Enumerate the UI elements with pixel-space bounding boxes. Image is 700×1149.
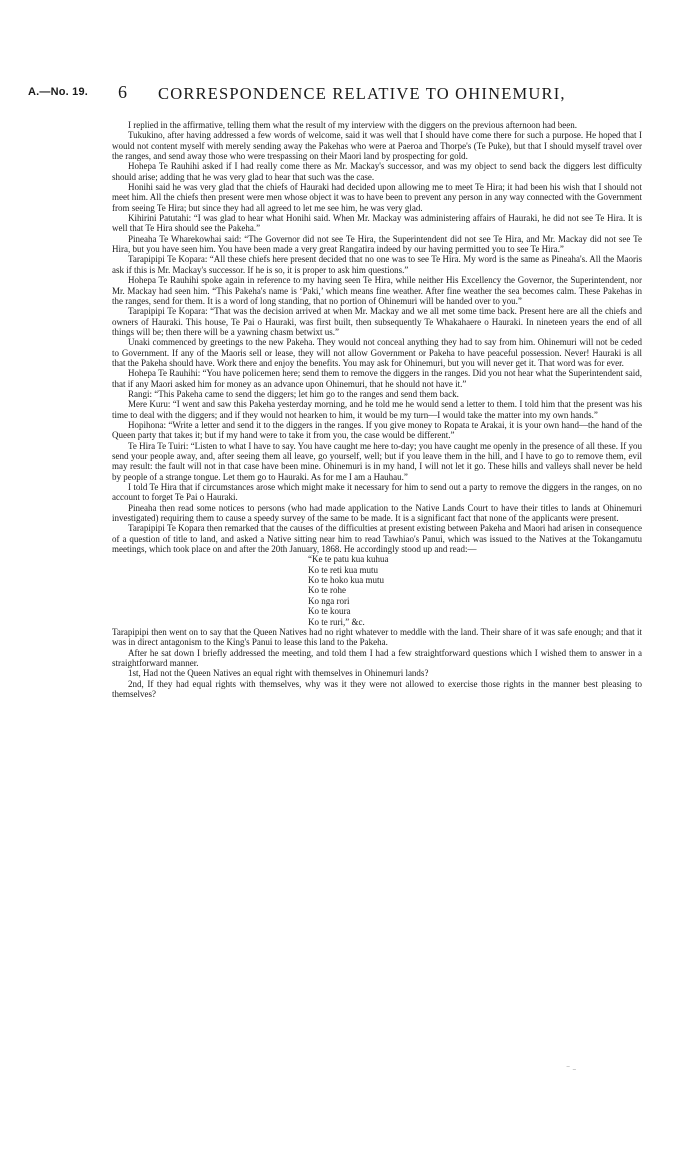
paragraph: Pineaha Te Wharekowhai said: “The Governor did not see Te Hira, the Superintendent did not see Te Hira, and Mr. Mackay did not see Te Hira, but you have seen him. You have been made a very great Rangatira indeed by our having permitted you to see Te Hira.” <box>112 233 642 255</box>
paragraph: Unaki commenced by greetings to the new Pakeha. They would not conceal anything they had to say from him. Ohinemuri will not be ceded to Government. If any of the Maoris sell or lease, they will not allow Government or Pakeha to have peaceful possession. Never! Hauraki is all that the Pakeha should have. Work there and enjoy the benefits. You may ask for Ohinemuri, but you will never get it. That word was for ever. <box>112 337 642 368</box>
paragraph: Tarapipipi Te Kopara: “All these chiefs here present decided that no one was to see Te Hira. My word is the same as Pineaha's. All the Maoris ask if this is Mr. Mackay's successor. If he is so, it is proper to ask him questions.” <box>112 254 642 275</box>
document-reference: A.—No. 19. <box>28 86 89 98</box>
question: 2nd, If they had equal rights with themselves, why was it they were not allowed to exercise those rights in the manner best pleasing to themselves? <box>112 678 642 699</box>
verse-line: Ko te hoko kua mutu <box>308 575 384 586</box>
paragraph: Tarapipipi Te Kopara then remarked that the causes of the difficulties at present existing between Pakeha and Maori had arisen in consequence of a question of title to land, and asked a Native sitting near him to read Tawhiao's Panui, which was issued to the Natives at the Tokangamutu meetings, which took place on and after the 20th January, 1868. He accordingly stood up and read:— <box>112 523 642 555</box>
verse-line: Ko te koura <box>308 606 351 617</box>
page-number: 6 <box>118 82 127 102</box>
paragraph: After he sat down I briefly addressed the meeting, and told them I had a few straightforward questions which I wished them to answer in a straightforward manner. <box>112 647 642 668</box>
verse-line: Ko te ruri,” &c. <box>308 616 365 627</box>
paragraph: Hohepa Te Rauhihi spoke again in reference to my having seen Te Hira, while neither His Excellency the Governor, the Superintendent, nor Mr. Mackay had seen him. “This Pakeha's name is ‘Paki,’ which means fine weather. After fine weather the sea becomes calm. These Pakehas in the ranges, send for them. It is a word of long standing, that no portion of Ohinemuri will be handed over to you.” <box>112 275 642 306</box>
paragraph: Tarapipipi Te Kopara: “That was the decision arrived at when Mr. Mackay and we all met some time back. Present here are all the chiefs and owners of Hauraki. This house, Te Pai o Hauraki, was first built, then subsequently Te Whakahaere o Hauraki. In nineteen years the end of all things will be; then there will be a yawning chasm betwixt us.” <box>112 306 642 337</box>
paragraph: Hohepa Te Rauhihi: “You have policemen here; send them to remove the diggers in the ranges. Did you not hear what the Superintendent said, that if any Maori asked him for money as an advance upon Ohinemuri, that he should not have it.” <box>112 368 642 389</box>
paragraph: Kihirini Patutahi: “I was glad to hear what Honihi said. When Mr. Mackay was administering affairs of Hauraki, he did not see Te Hira. It is well that Te Hira should see the Pakeha.” <box>112 213 642 234</box>
paragraph: Mere Kuru: “I went and saw this Pakeha yesterday morning, and he told me he would send a letter to them. I told him that the present was his time to deal with the diggers; and if they would not hearken to him, it would be my turn—I would take the matter into my own hands.” <box>112 399 642 420</box>
verse-line: Ko te rohe <box>308 585 346 596</box>
running-title: CORRESPONDENCE RELATIVE TO OHINEMURI, <box>158 84 566 103</box>
paragraph: Te Hira Te Tuiri: “Listen to what I have to say. You have caught me here to-day; you have caught me openly in the presence of all these. If you send your people away, and, after seeing them all leave, go yourself, well; but if you leave them in the hill, and I have to go to remove them, evil may result: the fault will not in that case have been mine. Ohinemuri is in my hand, I will not let it go. These hills and valleys shall never be held by people of a strange tongue. Let them go to Hauraki. As for me I am a Hauhau.” <box>112 440 642 482</box>
paragraph: Tukukino, after having addressed a few words of welcome, said it was well that I should have come there for such a purpose. He hoped that I would not content myself with merely sending away the Pakehas who were at Paeroa and Thorpe's (Te Puke), but that I should myself travel over the ranges, and send away those who were trespassing on their Maori land by prospecting for gold. <box>112 130 642 162</box>
question: 1st, Had not the Queen Natives an equal right with themselves in Ohinemuri lands? <box>128 668 429 679</box>
paragraph: Hohepa Te Rauhihi asked if I had really come there as Mr. Mackay's successor, and was my object to send back the diggers lest difficulty should arise; adding that he was very glad to hear that such was the case. <box>112 161 642 182</box>
verse-line: Ko te reti kua mutu <box>308 564 378 575</box>
verse-line: “Ke te patu kua kuhua <box>308 554 389 565</box>
body-text <box>112 120 642 699</box>
paragraph: I replied in the affirmative, telling them what the result of my interview with the diggers on the previous afternoon had been. <box>128 120 577 130</box>
page-header <box>28 84 668 108</box>
paragraph: Tarapipipi then went on to say that the Queen Natives had no right whatever to meddle with the land. Their share of it was safe enough; and that it was in direct antagonism to the King's Panui to lease this land to the Pakeha. <box>112 626 642 648</box>
paragraph: Honihi said he was very glad that the chiefs of Hauraki had decided upon allowing me to meet Te Hira; it had been his wish that I should not meet him. All the chiefs then present were men whose object it was to have been to prevent any person in any way connected with the Government from seeing Te Hira; but since they had all agreed to let me see him, he was very glad. <box>112 182 642 213</box>
panui-verse <box>308 554 642 626</box>
paragraph: Rangi: “This Pakeha came to send the diggers; let him go to the ranges and send them back. <box>128 388 459 399</box>
paragraph: Hopihona: “Write a letter and send it to the diggers in the ranges. If you give money to Ropata te Arakai, it is your own hand—the hand of the Queen party that takes it; but if my hand were to take it from you, the case would be different.” <box>112 419 642 441</box>
paragraph: I told Te Hira that if circumstances arose which might make it necessary for him to send out a party to remove the diggers in the ranges, on no account to forget Te Pai o Hauraki. <box>112 482 642 503</box>
print-mark: ⁻ ₋ <box>566 1064 577 1073</box>
verse-line: Ko nga rori <box>308 595 350 606</box>
paragraph: Pineaha then read some notices to persons (who had made application to the Native Lands Court to have their titles to lands at Ohinemuri investigated) requiring them to cause a speedy survey of the same to be made. It is a significant fact that none of the applicants were present. <box>112 502 642 524</box>
